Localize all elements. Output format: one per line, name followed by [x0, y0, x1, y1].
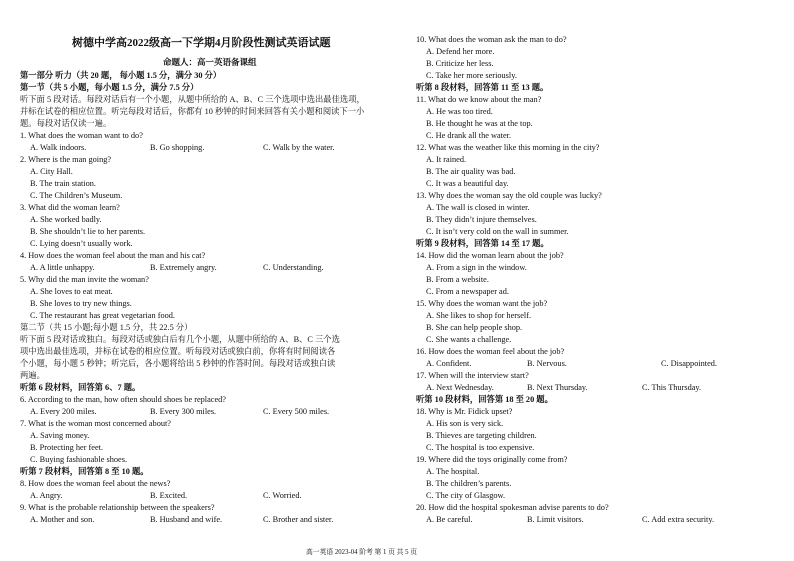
- material-heading: 听第 9 段材料，回答第 14 至 17 题。: [416, 239, 549, 248]
- question-stem: 9. What is the probable relationship between the speakers?: [20, 503, 215, 512]
- option-c: C. The hospital is too expensive.: [426, 443, 535, 452]
- option-a: A. He was too tired.: [426, 107, 493, 116]
- material-heading: 听第 7 段材料，回答第 8 至 10 题。: [20, 467, 149, 476]
- section1-instructions-line1: 听下面 5 段对话。每段对话后有一个小题，从题中所给的 A、B、C 三个选项中选出最佳选项，: [20, 95, 365, 104]
- material-heading: 听第 6 段材料，回答第 6、7 题。: [20, 383, 141, 392]
- option-b: B. The air quality was bad.: [426, 167, 516, 176]
- option-a: A. City Hall.: [30, 167, 73, 176]
- section2-instructions-line2: 项中选出最佳选项，并标在试卷的相应位置。听每段对话或独白前，你将有时间阅读各: [20, 347, 336, 356]
- option-a: A. Be careful.: [426, 515, 473, 524]
- option-a: A. Saving money.: [30, 431, 90, 440]
- question-stem: 18. Why is Mr. Fidick upset?: [416, 407, 513, 416]
- question-stem: 3. What did the woman learn?: [20, 203, 120, 212]
- option-b: B. They didn’t injure themselves.: [426, 215, 537, 224]
- part1-title: 第一部分 听力（共 20 题， 每小题 1.5 分，满分 30 分）: [20, 71, 222, 80]
- question-stem: 12. What was the weather like this morning in the city?: [416, 143, 600, 152]
- material-heading: 听第 8 段材料，回答第 11 至 13 题。: [416, 83, 549, 92]
- option-b: B. She shouldn’t lie to her parents.: [30, 227, 146, 236]
- option-c: C. Walk by the water.: [263, 143, 335, 152]
- question-stem: 8. How does the woman feel about the news?: [20, 479, 171, 488]
- section1-instructions-line2: 并标在试卷的相应位置。听完每段对话后，你都有 10 秒钟的时间来回答有关小题和阅读下一小: [20, 107, 365, 116]
- option-a: A. From a sign in the window.: [426, 263, 527, 272]
- question-stem: 1. What does the woman want to do?: [20, 131, 143, 140]
- option-b: B. Excited.: [150, 491, 188, 500]
- section1-title: 第一节（共 5 小题，每小题 1.5 分，满分 7.5 分）: [20, 83, 199, 92]
- option-a: A. She loves to eat meat.: [30, 287, 113, 296]
- section2-title: 第二节（共 15 小题;每小题 1.5 分，共 22.5 分）: [20, 323, 193, 332]
- option-b: B. Criticize her less.: [426, 59, 494, 68]
- question-stem: 17. When will the interview start?: [416, 371, 529, 380]
- option-a: A. His son is very sick.: [426, 419, 504, 428]
- option-a: A. Walk indoors.: [30, 143, 87, 152]
- question-stem: 15. Why does the woman want the job?: [416, 299, 548, 308]
- question-stem: 10. What does the woman ask the man to do?: [416, 35, 567, 44]
- option-a: A. Mother and son.: [30, 515, 95, 524]
- option-b: B. Protecting her feet.: [30, 443, 104, 452]
- option-b: B. She loves to try new things.: [30, 299, 132, 308]
- section2-instructions-line3: 个小题，每小题 5 秒钟；听完后，各小题将给出 5 秒钟的作答时间。每段对话或独白读: [20, 359, 336, 368]
- question-stem: 20. How did the hospital spokesman advise parents to do?: [416, 503, 609, 512]
- question-stem: 2. Where is the man going?: [20, 155, 112, 164]
- option-a: A. It rained.: [426, 155, 467, 164]
- option-c: C. He drank all the water.: [426, 131, 512, 140]
- question-stem: 6. According to the man, how often should shoes be replaced?: [20, 395, 226, 404]
- option-c: C. She wants a challenge.: [426, 335, 512, 344]
- question-stem: 19. Where did the toys originally come from?: [416, 455, 568, 464]
- option-a: A. Every 200 miles.: [30, 407, 97, 416]
- option-c: C. It was a beautiful day.: [426, 179, 509, 188]
- option-c: C. It isn’t very cold on the wall in summer.: [426, 227, 569, 236]
- option-a: A. She worked badly.: [30, 215, 102, 224]
- option-a: A. A little unhappy.: [30, 263, 95, 272]
- option-c: C. Every 500 miles.: [263, 407, 330, 416]
- question-stem: 14. How did the woman learn about the job?: [416, 251, 564, 260]
- option-a: A. Angry.: [30, 491, 63, 500]
- option-a: A. She likes to shop for herself.: [426, 311, 532, 320]
- material-heading: 听第 10 段材料，回答第 18 至 20 题。: [416, 395, 553, 404]
- option-a: A. The wall is closed in winter.: [426, 203, 530, 212]
- section2-instructions-line4: 两遍。: [20, 371, 45, 380]
- option-c: C. Add extra security.: [642, 515, 715, 524]
- option-a: A. Next Wednesday.: [426, 383, 494, 392]
- option-c: C. Lying doesn’t usually work.: [30, 239, 133, 248]
- option-c: C. Worried.: [263, 491, 302, 500]
- question-stem: 11. What do we know about the man?: [416, 95, 542, 104]
- option-b: B. Thieves are targeting children.: [426, 431, 537, 440]
- option-c: C. The city of Glasgow.: [426, 491, 506, 500]
- option-b: B. Every 300 miles.: [150, 407, 217, 416]
- option-c: C. Brother and sister.: [263, 515, 334, 524]
- option-b: B. Nervous.: [527, 359, 567, 368]
- option-c: C. The restaurant has great vegetarian food.: [30, 311, 175, 320]
- question-stem: 4. How does the woman feel about the man and his cat?: [20, 251, 206, 260]
- question-stem: 5. Why did the man invite the woman?: [20, 275, 149, 284]
- option-c: C. This Thursday.: [642, 383, 702, 392]
- question-stem: 7. What is the woman most concerned about?: [20, 419, 171, 428]
- exam-author: 命题人：高一英语备课组: [163, 57, 257, 67]
- section1-instructions-line3: 题。每段对话仅读一遍。: [20, 119, 112, 128]
- question-stem: 16. How does the woman feel about the job?: [416, 347, 565, 356]
- option-c: C. Take her more seriously.: [426, 71, 517, 80]
- option-b: B. The children’s parents.: [426, 479, 512, 488]
- option-b: B. She can help people shop.: [426, 323, 523, 332]
- option-c: C. Understanding.: [263, 263, 324, 272]
- option-c: C. Disappointed.: [661, 359, 717, 368]
- option-a: A. The hospital.: [426, 467, 480, 476]
- option-a: A. Defend her more.: [426, 47, 495, 56]
- option-b: B. He thought he was at the top.: [426, 119, 533, 128]
- option-b: B. The train station.: [30, 179, 96, 188]
- option-b: B. Husband and wife.: [150, 515, 223, 524]
- option-a: A. Confident.: [426, 359, 472, 368]
- page-footer: 高一英语 2023-04 阶考 第 1 页 共 5 页: [306, 549, 418, 556]
- option-b: B. Go shopping.: [150, 143, 205, 152]
- option-b: B. Extremely angry.: [150, 263, 217, 272]
- option-c: C. The Children’s Museum.: [30, 191, 123, 200]
- question-stem: 13. Why does the woman say the old couple was lucky?: [416, 191, 602, 200]
- option-b: B. From a website.: [426, 275, 489, 284]
- option-b: B. Limit visitors.: [527, 515, 584, 524]
- exam-title: 树德中学高2022级高一下学期4月阶段性测试英语试题: [72, 37, 331, 49]
- option-c: C. From a newspaper ad.: [426, 287, 509, 296]
- option-b: B. Next Thursday.: [527, 383, 588, 392]
- section2-instructions-line1: 听下面 5 段对话或独白。每段对话或独白后有几个小题，从题中所给的 A、B、C 三个选: [20, 335, 340, 344]
- option-c: C. Buying fashionable shoes.: [30, 455, 128, 464]
